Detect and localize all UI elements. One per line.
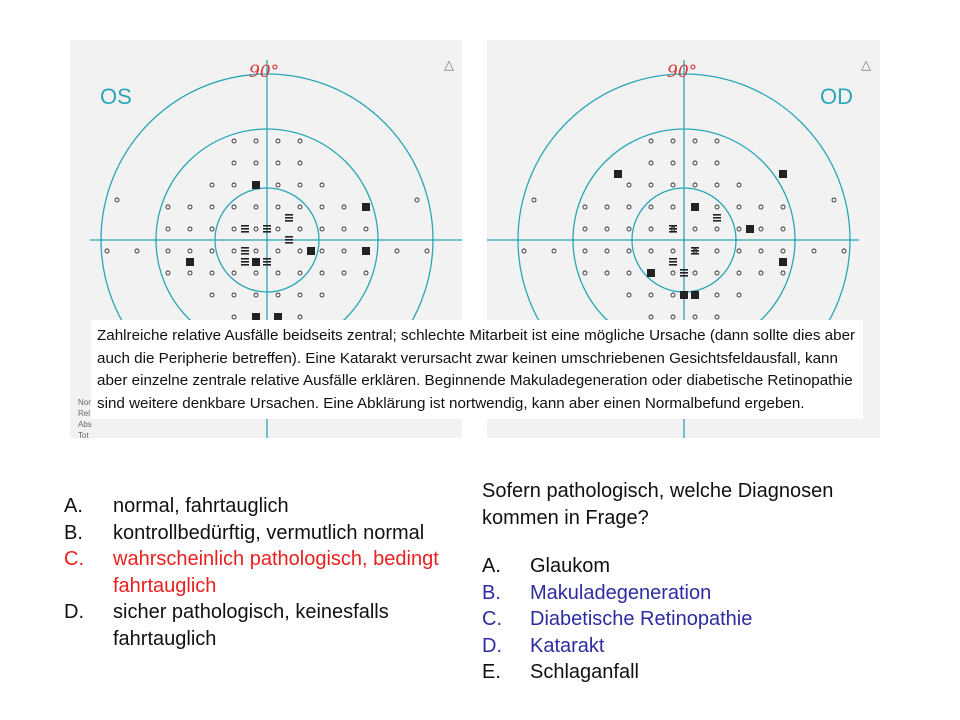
test-point — [232, 315, 236, 319]
diagnosis-option-a — [482, 553, 812, 580]
relative-defect-mark — [241, 261, 249, 263]
relative-defect-mark — [691, 206, 699, 208]
test-point — [254, 249, 258, 253]
test-point — [649, 205, 653, 209]
test-point — [298, 183, 302, 187]
test-point — [254, 271, 258, 275]
test-point — [759, 271, 763, 275]
test-point — [715, 271, 719, 275]
answer-list-fitness — [64, 493, 444, 653]
relative-defect-mark — [680, 272, 688, 274]
diagnosis-option-c — [482, 606, 812, 633]
test-point — [298, 271, 302, 275]
test-point — [671, 315, 675, 319]
relative-defect-mark — [713, 220, 721, 222]
relative-defect-mark — [241, 225, 249, 227]
legend-stub-4: Tot — [78, 431, 89, 440]
test-point — [759, 205, 763, 209]
test-point — [232, 139, 236, 143]
test-point — [210, 227, 214, 231]
absolute-defect-mark — [680, 291, 688, 299]
test-point — [715, 139, 719, 143]
test-point — [715, 161, 719, 165]
test-point — [842, 249, 846, 253]
relative-defect-mark — [285, 239, 293, 241]
relative-defect-mark — [241, 231, 249, 233]
relative-defect-mark — [241, 247, 249, 249]
test-point — [605, 205, 609, 209]
test-point — [254, 161, 258, 165]
test-point — [298, 139, 302, 143]
test-point — [552, 249, 556, 253]
test-point — [364, 271, 368, 275]
test-point — [276, 249, 280, 253]
option-letter: A. — [64, 495, 83, 517]
test-point — [532, 198, 536, 202]
relative-defect-mark — [241, 264, 249, 266]
test-point — [583, 205, 587, 209]
legend-stub-1: Nor — [78, 398, 91, 407]
option-text: Makuladegeneration — [530, 581, 712, 604]
absolute-defect-mark — [252, 181, 260, 189]
option-letter: C. — [482, 608, 502, 631]
relative-defect-mark — [713, 217, 721, 219]
test-point — [781, 249, 785, 253]
answer-option-c — [64, 546, 444, 599]
test-point — [605, 271, 609, 275]
test-point — [166, 271, 170, 275]
absolute-defect-mark — [186, 258, 194, 266]
test-point — [232, 183, 236, 187]
test-point — [232, 271, 236, 275]
relative-defect-mark — [680, 269, 688, 271]
test-point — [254, 139, 258, 143]
test-point — [671, 249, 675, 253]
test-point — [210, 205, 214, 209]
absolute-defect-mark — [779, 170, 787, 178]
relative-defect-mark — [263, 231, 271, 233]
option-letter: C. — [64, 548, 84, 571]
test-point — [276, 205, 280, 209]
test-point — [320, 293, 324, 297]
test-point — [276, 293, 280, 297]
option-text: sicher pathologisch, keinesfalls fahrtauglich — [113, 601, 389, 650]
option-text: Glaukom — [530, 555, 611, 577]
test-point — [254, 227, 258, 231]
test-point — [627, 183, 631, 187]
test-point — [232, 205, 236, 209]
test-point — [649, 139, 653, 143]
relative-defect-mark — [691, 203, 699, 205]
absolute-defect-mark — [746, 225, 754, 233]
test-point — [627, 227, 631, 231]
legend-stub-3: Abs — [78, 420, 92, 429]
test-point — [342, 227, 346, 231]
test-point — [415, 198, 419, 202]
test-point — [342, 205, 346, 209]
test-point — [737, 271, 741, 275]
test-point — [781, 227, 785, 231]
test-point — [693, 139, 697, 143]
test-point — [605, 227, 609, 231]
test-point — [627, 271, 631, 275]
test-point — [812, 249, 816, 253]
test-point — [320, 183, 324, 187]
option-letter: E. — [482, 661, 501, 684]
test-point — [671, 161, 675, 165]
relative-defect-mark — [669, 264, 677, 266]
absolute-defect-mark — [647, 269, 655, 277]
test-point — [276, 161, 280, 165]
test-point — [671, 139, 675, 143]
test-point — [715, 183, 719, 187]
test-point — [737, 227, 741, 231]
relative-defect-mark — [669, 258, 677, 260]
option-text: Schlaganfall — [530, 661, 639, 684]
triangle-icon: △ — [444, 58, 454, 73]
relative-defect-mark — [669, 261, 677, 263]
answer-option-b — [64, 520, 444, 547]
relative-defect-mark — [680, 275, 688, 277]
relative-defect-mark — [241, 253, 249, 255]
test-point — [232, 249, 236, 253]
triangle-icon: △ — [861, 58, 871, 73]
relative-defect-mark — [669, 231, 677, 233]
test-point — [188, 249, 192, 253]
relative-defect-mark — [241, 228, 249, 230]
test-point — [715, 205, 719, 209]
relative-defect-mark — [691, 247, 699, 249]
relative-defect-mark — [285, 214, 293, 216]
test-point — [522, 249, 526, 253]
option-text: Diabetische Retinopathie — [530, 608, 753, 631]
test-point — [781, 205, 785, 209]
test-point — [693, 271, 697, 275]
relative-defect-mark — [263, 261, 271, 263]
test-point — [298, 293, 302, 297]
test-point — [298, 161, 302, 165]
test-point — [276, 183, 280, 187]
test-point — [832, 198, 836, 202]
relative-defect-mark — [669, 228, 677, 230]
test-point — [166, 205, 170, 209]
diagnosis-option-b — [482, 580, 812, 607]
test-point — [583, 271, 587, 275]
eye-label-od: OD — [820, 84, 853, 109]
absolute-defect-mark — [307, 247, 315, 255]
test-point — [188, 227, 192, 231]
option-letter: D. — [482, 634, 502, 657]
test-point — [649, 161, 653, 165]
test-point — [105, 249, 109, 253]
test-point — [342, 271, 346, 275]
test-point — [166, 227, 170, 231]
answer-list-diagnoses — [482, 553, 812, 686]
relative-defect-mark — [285, 236, 293, 238]
test-point — [342, 249, 346, 253]
test-point — [671, 205, 675, 209]
option-letter: B. — [482, 581, 501, 604]
test-point — [715, 249, 719, 253]
test-point — [232, 227, 236, 231]
test-point — [320, 249, 324, 253]
test-point — [737, 293, 741, 297]
degree-label: 90° — [667, 62, 698, 82]
relative-defect-mark — [241, 258, 249, 260]
test-point — [210, 293, 214, 297]
diagnosis-question: Sofern pathologisch, welche Diagnosen kommen in Frage? — [482, 480, 834, 529]
test-point — [649, 183, 653, 187]
test-point — [364, 227, 368, 231]
test-point — [649, 249, 653, 253]
option-letter: D. — [64, 601, 84, 624]
test-point — [276, 227, 280, 231]
absolute-defect-mark — [691, 291, 699, 299]
test-point — [232, 161, 236, 165]
test-point — [276, 139, 280, 143]
test-point — [649, 293, 653, 297]
test-point — [693, 183, 697, 187]
relative-defect-mark — [263, 258, 271, 260]
test-point — [210, 271, 214, 275]
relative-defect-mark — [285, 217, 293, 219]
test-point — [115, 198, 119, 202]
absolute-defect-mark — [779, 258, 787, 266]
test-point — [425, 249, 429, 253]
legend-stub-2: Rel — [78, 409, 91, 418]
test-point — [759, 249, 763, 253]
relative-defect-mark — [263, 228, 271, 230]
test-point — [188, 271, 192, 275]
test-point — [649, 227, 653, 231]
test-point — [320, 271, 324, 275]
test-point — [715, 293, 719, 297]
test-point — [759, 227, 763, 231]
relative-defect-mark — [691, 209, 699, 211]
test-point — [627, 249, 631, 253]
test-point — [254, 205, 258, 209]
test-point — [298, 205, 302, 209]
option-text: Katarakt — [530, 634, 605, 657]
test-point — [583, 249, 587, 253]
test-point — [210, 249, 214, 253]
option-letter: B. — [64, 521, 83, 544]
absolute-defect-mark — [362, 247, 370, 255]
answer-option-d — [64, 599, 444, 652]
option-text: normal, fahrtauglich — [113, 495, 289, 517]
test-point — [693, 227, 697, 231]
test-point — [395, 249, 399, 253]
test-point — [188, 205, 192, 209]
test-point — [737, 249, 741, 253]
test-point — [737, 205, 741, 209]
test-point — [254, 293, 258, 297]
test-point — [671, 183, 675, 187]
relative-defect-mark — [285, 220, 293, 222]
test-point — [781, 271, 785, 275]
test-point — [627, 205, 631, 209]
relative-defect-mark — [263, 264, 271, 266]
option-text: wahrscheinlich pathologisch, bedingt fahrtauglich — [113, 548, 439, 597]
test-point — [693, 315, 697, 319]
test-point — [232, 293, 236, 297]
test-point — [627, 293, 631, 297]
relative-defect-mark — [669, 225, 677, 227]
relative-defect-mark — [691, 250, 699, 252]
degree-label: 90° — [249, 62, 280, 82]
test-point — [298, 227, 302, 231]
absolute-defect-mark — [252, 258, 260, 266]
test-point — [693, 161, 697, 165]
eye-label-os: OS — [100, 84, 132, 109]
test-point — [135, 249, 139, 253]
test-point — [210, 183, 214, 187]
test-point — [298, 249, 302, 253]
test-point — [737, 183, 741, 187]
answer-option-a — [64, 493, 444, 520]
option-letter: A. — [482, 555, 501, 577]
relative-defect-mark — [285, 242, 293, 244]
diagnosis-option-e — [482, 659, 812, 686]
test-point — [671, 293, 675, 297]
relative-defect-mark — [263, 225, 271, 227]
test-point — [166, 249, 170, 253]
relative-defect-mark — [713, 214, 721, 216]
test-point — [298, 315, 302, 319]
option-text: kontrollbedürftig, vermutlich normal — [113, 521, 425, 544]
test-point — [715, 315, 719, 319]
test-point — [276, 271, 280, 275]
absolute-defect-mark — [614, 170, 622, 178]
relative-defect-mark — [691, 253, 699, 255]
test-point — [605, 249, 609, 253]
relative-defect-mark — [241, 250, 249, 252]
diagnosis-option-d — [482, 633, 812, 660]
absolute-defect-mark — [362, 203, 370, 211]
test-point — [671, 271, 675, 275]
explanation-note: Zahlreiche relative Ausfälle beidseits zentral; schlechte Mitarbeit ist eine mögliche Ursache (dann sollte dies aber auch die Peripherie betreffen). Eine Katarakt verursacht zwar keinen umschriebenen Gesichtsfeldausfall, kann aber einzelne zentrale relative Ausfälle erklären. Beginnende Makuladegeneration oder diabetische Retinopathie sind weitere denkbare Ursachen. Eine Abklärung ist nortwendig, kann aber einen Normalbefund ergeben. — [91, 320, 863, 419]
test-point — [320, 227, 324, 231]
test-point — [320, 205, 324, 209]
test-point — [583, 227, 587, 231]
test-point — [715, 227, 719, 231]
test-point — [649, 315, 653, 319]
